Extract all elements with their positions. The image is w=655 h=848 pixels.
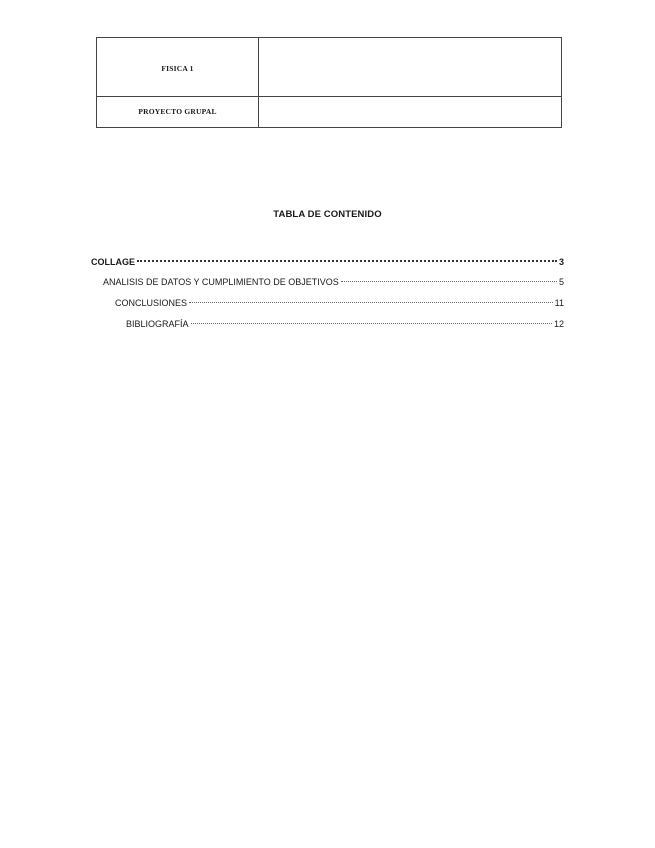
toc-entry-label: BIBLIOGRAFÍA [126,319,189,329]
table-row-divider [97,96,561,97]
toc-leader-dots [191,312,552,324]
table-column-divider [258,38,259,127]
toc-entry-label: CONCLUSIONES [115,298,188,308]
toc-entry-conclusiones[interactable] [115,294,564,308]
toc-entry-collage[interactable] [91,252,564,267]
toc-leader-dots [189,291,553,303]
toc-entry-page: 12 [553,319,564,329]
project-label: PROYECTO GRUPAL [138,107,217,116]
toc-entry-bibliografia[interactable] [126,315,564,329]
toc-entry-page: 5 [558,277,564,287]
toc-entry-label: ANALISIS DE DATOS Y CUMPLIMIENTO DE OBJETIVOS [103,277,339,287]
toc-entry-analisis[interactable] [103,273,564,287]
toc-title: TABLA DE CONTENIDO [273,209,382,220]
toc-leader-dots [341,270,557,282]
toc-entry-page: 11 [554,298,564,308]
toc-leader-dots [137,249,557,262]
header-table [96,37,562,128]
toc-entry-page: 3 [558,257,564,267]
course-label: FISICA 1 [161,64,194,73]
toc-entry-label: COLLAGE [91,257,135,267]
